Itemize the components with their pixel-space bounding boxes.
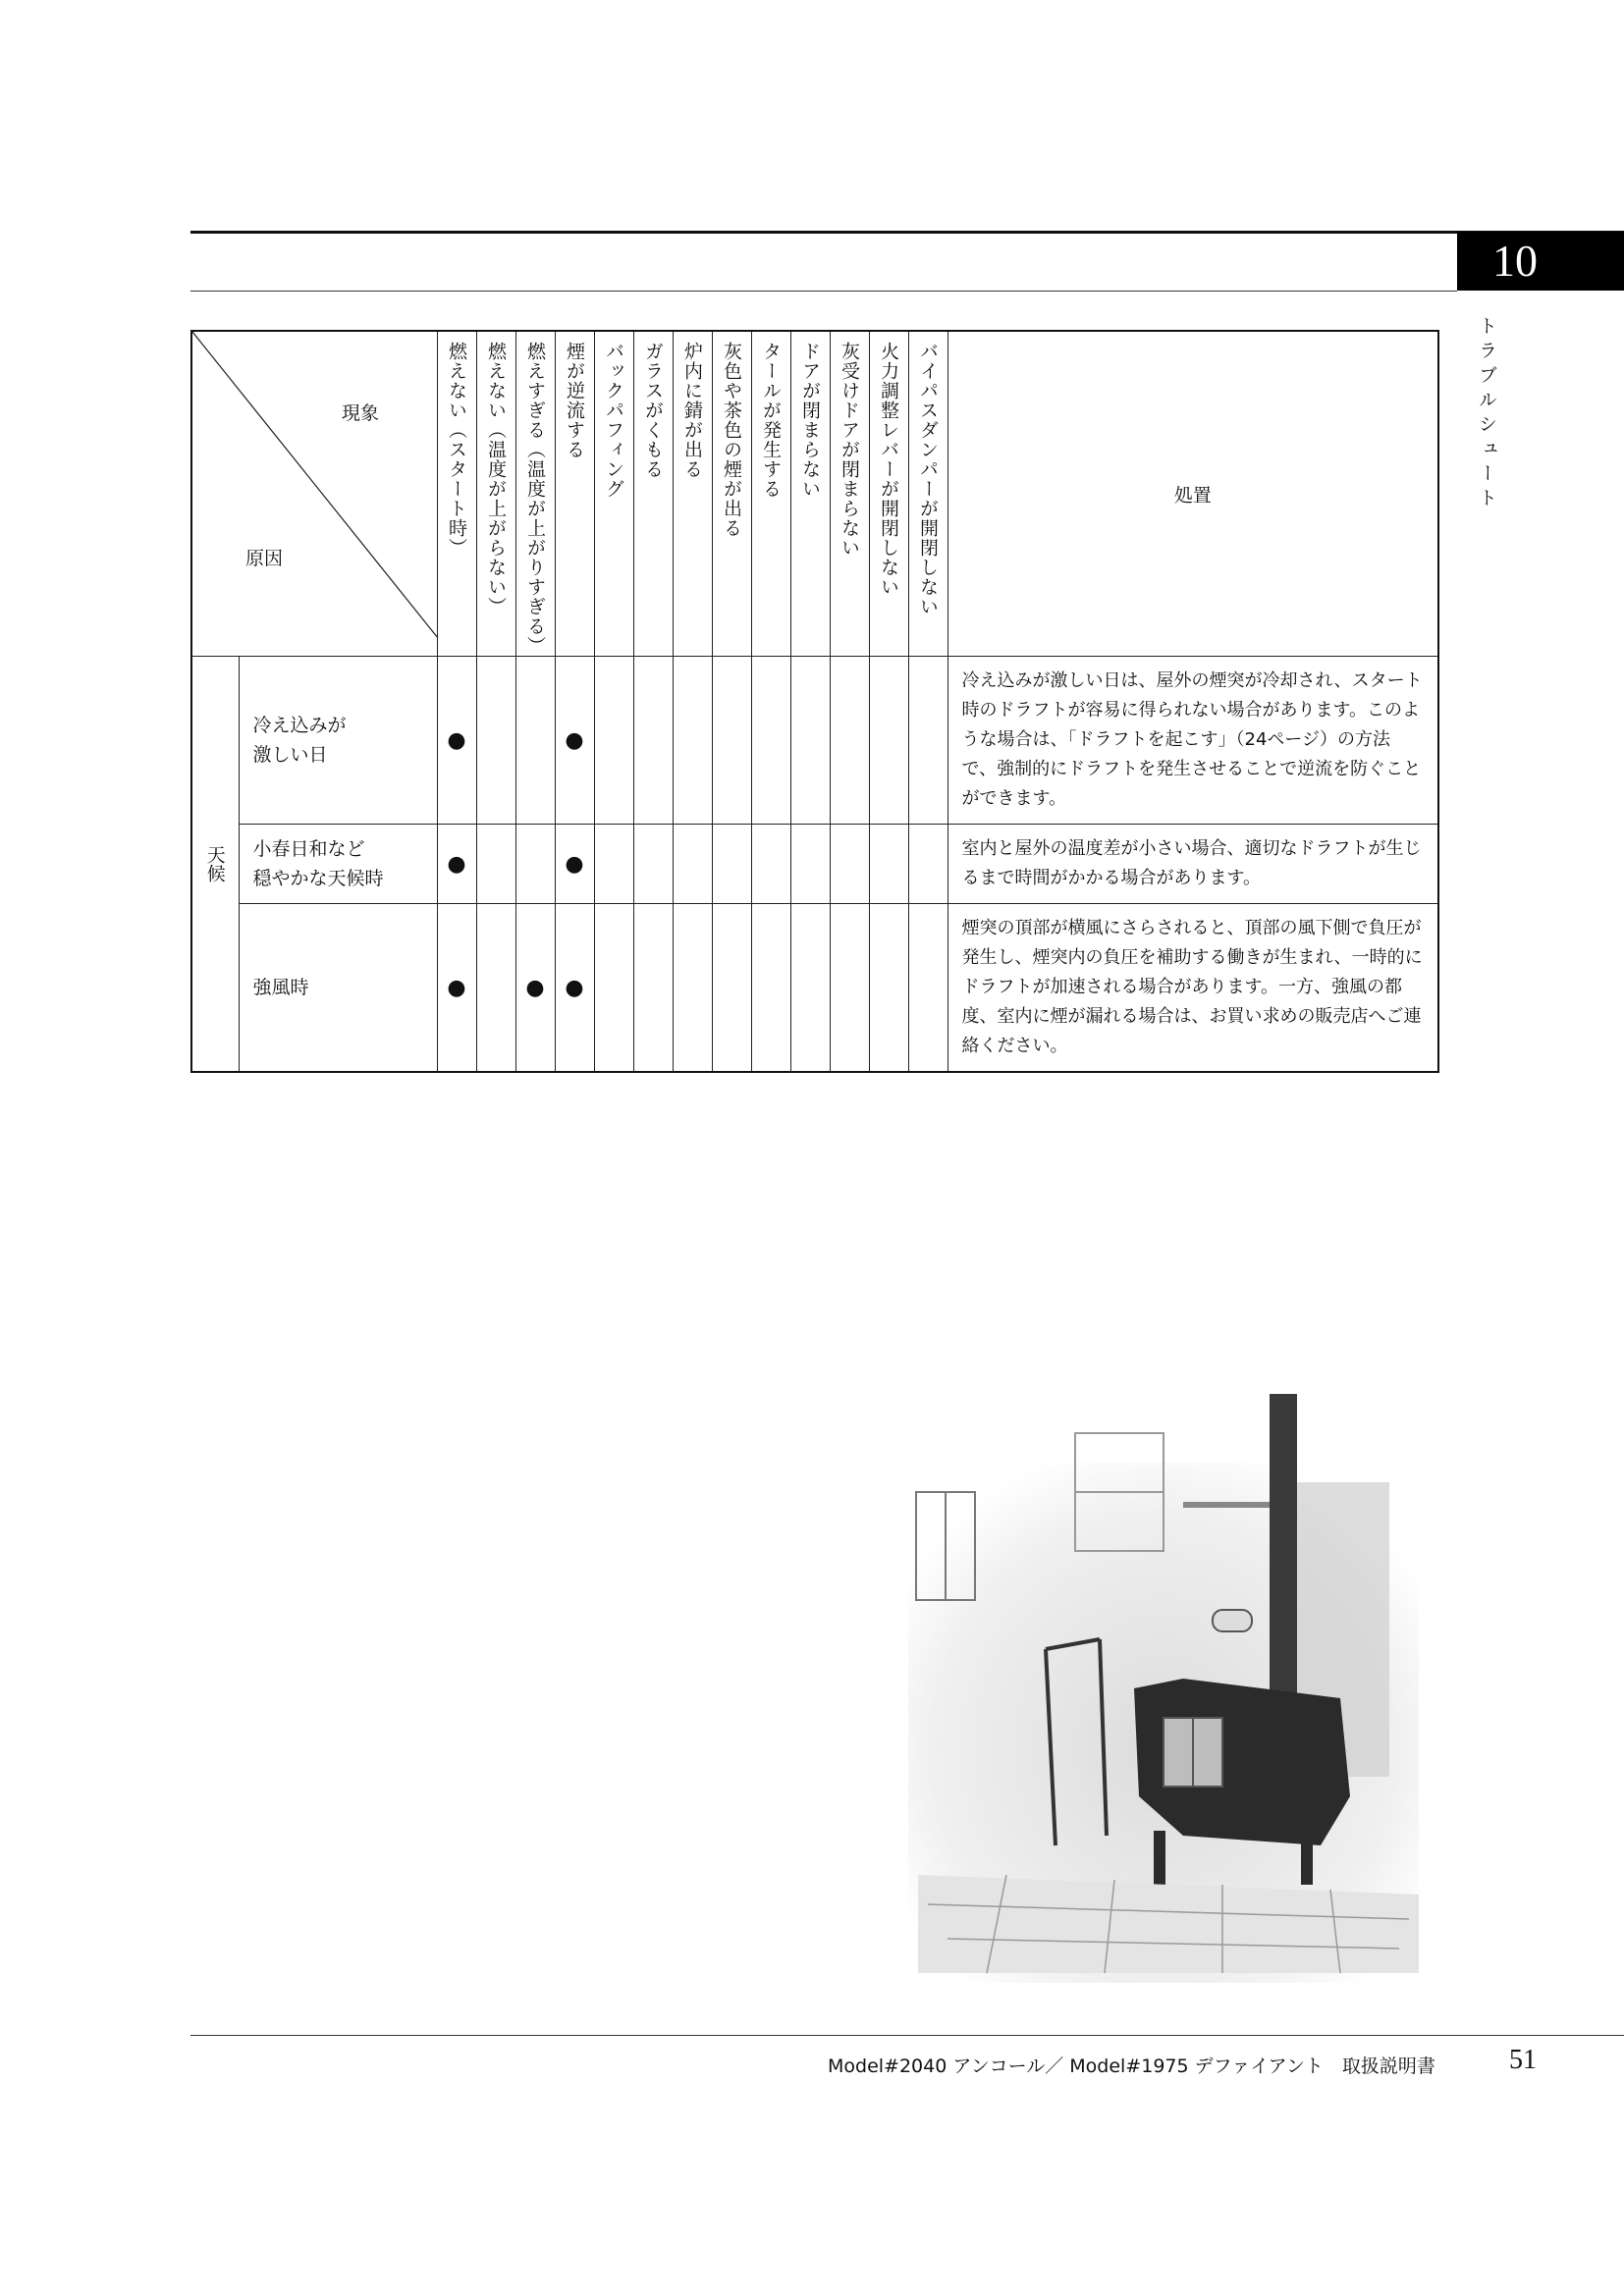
mark-cell <box>437 825 476 904</box>
mark-dot: ● <box>565 851 584 877</box>
mark-cell <box>633 904 673 1073</box>
mark-cell <box>869 904 908 1073</box>
phenomenon-header: 灰受けドアが閉まらない <box>830 331 869 657</box>
mark-cell <box>476 657 515 825</box>
phenomenon-header: バックパフィング <box>594 331 633 657</box>
table-row <box>191 825 1438 904</box>
header-subrule <box>190 291 1457 292</box>
mark-cell <box>515 825 555 904</box>
mark-cell <box>633 825 673 904</box>
mark-cell <box>830 825 869 904</box>
diagonal-line <box>192 332 438 638</box>
chapter-number: 10 <box>1457 232 1624 291</box>
footer-rule <box>190 2035 1624 2036</box>
mark-cell <box>712 825 751 904</box>
mark-cell <box>437 657 476 825</box>
phenomenon-header: 燃えない（温度が上がらない） <box>476 331 515 657</box>
cause-line: 小春日和など <box>252 838 365 860</box>
mark-dot: ● <box>525 975 545 1000</box>
phenomenon-header: 燃えない（スタート時） <box>437 331 476 657</box>
phenomenon-header: 燃えすぎる（温度が上がりすぎる） <box>515 331 555 657</box>
cause-line: 激しい日 <box>252 744 328 766</box>
mark-cell <box>476 904 515 1073</box>
phenomenon-header: ガラスがくもる <box>633 331 673 657</box>
mark-cell <box>751 825 790 904</box>
page-number: 51 <box>1509 2045 1537 2075</box>
cause-line: 強風時 <box>252 977 309 998</box>
cause-line: 冷え込みが <box>252 715 347 736</box>
phenomenon-header: 灰色や茶色の煙が出る <box>712 331 751 657</box>
cause-line: 穏やかな天候時 <box>252 868 384 889</box>
phenomenon-header: ドアが閉まらない <box>790 331 830 657</box>
mark-cell <box>673 825 712 904</box>
mark-cell <box>476 825 515 904</box>
phenomenon-header: タールが発生する <box>751 331 790 657</box>
side-label: トラブルシュート <box>1476 316 1497 512</box>
mark-cell <box>790 904 830 1073</box>
action-note: 冷え込みが激しい日は、屋外の煙突が冷却され、スタート時のドラフトが容易に得られない場合があります。このような場合は、「ドラフトを起こす」（24ページ）の方法で、強制的にドラフトを発生させることで逆流を防ぐことができます。 <box>947 657 1438 825</box>
mark-cell <box>712 904 751 1073</box>
mark-cell <box>790 657 830 825</box>
mark-cell <box>633 657 673 825</box>
cause-cell <box>239 657 437 825</box>
action-header: 処置 <box>947 331 1438 657</box>
header-rule <box>190 231 1624 234</box>
mark-cell <box>712 657 751 825</box>
mark-cell <box>830 657 869 825</box>
mark-cell <box>437 904 476 1073</box>
mark-cell <box>830 904 869 1073</box>
header-row <box>191 331 1438 657</box>
mark-cell <box>790 825 830 904</box>
group-label: 天候 <box>203 845 226 882</box>
mark-cell <box>594 904 633 1073</box>
wood-stove-illustration <box>889 1384 1438 2002</box>
phenomenon-label: 現象 <box>342 402 380 424</box>
footer-text: Model#2040 アンコール／ Model#1975 デファイアント 取扱説明書 <box>828 2056 1435 2077</box>
action-note: 室内と屋外の温度差が小さい場合、適切なドラフトが生じるまで時間がかかる場合があります。 <box>947 825 1438 904</box>
phenomenon-header: 煙が逆流する <box>555 331 594 657</box>
mark-dot: ● <box>565 727 584 753</box>
mark-cell <box>673 904 712 1073</box>
cause-cell <box>239 825 437 904</box>
group-cell <box>191 657 239 1073</box>
mark-cell <box>594 657 633 825</box>
mark-cell <box>751 657 790 825</box>
mark-cell <box>515 657 555 825</box>
action-note: 煙突の頂部が横風にさらされると、頂部の風下側で負圧が発生し、煙突内の負圧を補助する働きが生まれ、一時的にドラフトが加速される場合があります。一方、強風の都度、室内に煙が漏れる場合は、お買い求めの販売店へご連絡ください。 <box>947 904 1438 1073</box>
mark-cell <box>594 825 633 904</box>
mark-cell <box>515 904 555 1073</box>
mark-dot: ● <box>447 851 466 877</box>
mark-cell <box>555 825 594 904</box>
mark-cell <box>751 904 790 1073</box>
troubleshoot-table <box>190 330 1439 1073</box>
mark-cell <box>908 825 947 904</box>
phenomenon-header: 炉内に錆が出る <box>673 331 712 657</box>
cause-label: 原因 <box>245 548 284 569</box>
mark-cell <box>673 657 712 825</box>
cause-cell <box>239 904 437 1073</box>
mark-cell <box>869 825 908 904</box>
mark-cell <box>869 657 908 825</box>
mark-cell <box>555 904 594 1073</box>
mark-dot: ● <box>565 975 584 1000</box>
mark-dot: ● <box>447 975 466 1000</box>
diagonal-header <box>191 331 437 657</box>
mark-cell <box>908 657 947 825</box>
phenomenon-header: バイパスダンパーが開閉しない <box>908 331 947 657</box>
mark-dot: ● <box>447 727 466 753</box>
table-row <box>191 904 1438 1073</box>
phenomenon-header: 火力調整レバーが開閉しない <box>869 331 908 657</box>
mark-cell <box>555 657 594 825</box>
table-row <box>191 657 1438 825</box>
mark-cell <box>908 904 947 1073</box>
